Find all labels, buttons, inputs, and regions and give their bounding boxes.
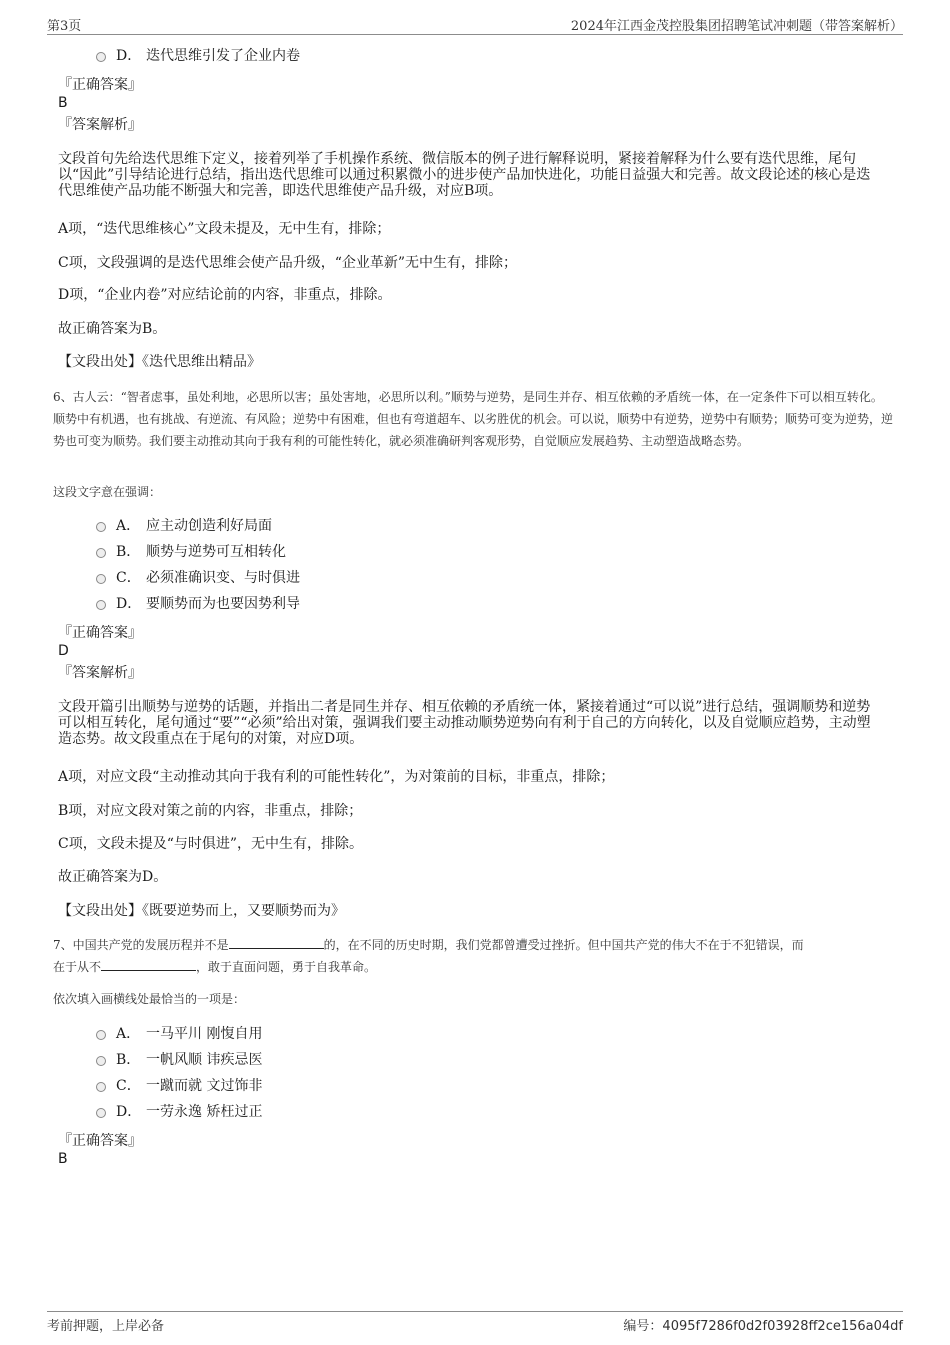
answer-label: 『正确答案』 (58, 1133, 142, 1149)
fill-blank-2 (101, 958, 196, 971)
fill-blank-1 (229, 936, 324, 949)
analysis-text: 文段首句先给迭代思维下定义，接着列举了手机操作系统、微信版本的例子进行解释说明，紧接着解释为什么要有迭代思维，尾句以“因此”引导结论进行总结，指出迭代思维可以通过积累微小的进步使产品加快进化，功能日益强大和完善。故文段论述的核心是迭代思维使产品功能不断强大和完善，即迭代思维使产品升级，对应B项。 (58, 151, 871, 199)
analysis-point-b: B项，对应文段对策之前的内容，非重点，排除； (58, 803, 363, 819)
conclusion: 故正确答案为B。 (58, 321, 167, 337)
radio-icon[interactable] (96, 600, 106, 610)
analysis-point-c: C项，文段强调的是迭代思维会使产品升级，“企业革新”无中生有，排除； (58, 255, 518, 271)
analysis-point-a: A项，对应文段“主动推动其向于我有利的可能性转化”，为对策前的目标，非重点，排除； (58, 769, 615, 785)
analysis-label: 『答案解析』 (58, 117, 142, 133)
answer-label: 『正确答案』 (58, 77, 142, 93)
q5-option-d[interactable]: D． 迭代思维引发了企业内卷 (96, 46, 300, 66)
radio-icon[interactable] (96, 52, 106, 62)
q6-option-a[interactable]: A． 应主动创造利好局面 (96, 516, 272, 536)
document-title: 2024年江西金茂控股集团招聘笔试冲刺题（带答案解析） (570, 19, 903, 34)
conclusion: 故正确答案为D。 (58, 869, 168, 885)
radio-icon[interactable] (96, 1082, 106, 1092)
page-header (47, 12, 903, 35)
analysis-point-d: D项，“企业内卷”对应结论前的内容，非重点，排除。 (58, 287, 392, 303)
analysis-label: 『答案解析』 (58, 665, 142, 681)
answer-value: B (58, 95, 68, 111)
q7-option-d[interactable]: D． 一劳永逸 矫枉过正 (96, 1102, 262, 1122)
radio-icon[interactable] (96, 1030, 106, 1040)
q6-option-d[interactable]: D． 要顺势而为也要因势利导 (96, 594, 300, 614)
radio-icon[interactable] (96, 574, 106, 584)
q7-option-c[interactable]: C． 一蹴而就 文过饰非 (96, 1076, 262, 1096)
radio-icon[interactable] (96, 1056, 106, 1066)
footer-slogan: 考前押题，上岸必备 (47, 1319, 165, 1334)
analysis-point-a: A项，“迭代思维核心”文段未提及，无中生有，排除； (58, 221, 391, 237)
question-stem: 7、中国共产党的发展历程并不是 的，在不同的历史时期，我们党都曾遭受过挫折。但中国共产党的伟大不在于不犯错误，而 在于从不 ，敢于直面问题，勇于自我革命。 (53, 938, 804, 974)
answer-value: B (58, 1151, 68, 1167)
q7-option-b[interactable]: B． 一帆风顺 讳疾忌医 (96, 1050, 262, 1070)
answer-value: D (58, 643, 69, 659)
analysis-text: 文段开篇引出顺势与逆势的话题，并指出二者是同生并存、相互依赖的矛盾统一体，紧接着通过“可以说”进行总结，强调顺势和逆势可以相互转化，尾句通过“要”“必须”给出对策，强调我们要主动推动顺势逆势向有利于自己的方向转化，以及自觉顺应趋势，主动塑造态势。故文段重点在于尾句的对策，对应D项。 (58, 699, 871, 747)
document-code: 编号：4095f7286f0d2f03928ff2ce156a04df (623, 1319, 903, 1334)
analysis-point-c: C项，文段未提及“与时俱进”，无中生有，排除。 (58, 836, 364, 852)
radio-icon[interactable] (96, 548, 106, 558)
radio-icon[interactable] (96, 1108, 106, 1118)
question-prompt: 这段文字意在强调： (53, 485, 162, 499)
radio-icon[interactable] (96, 522, 106, 532)
source: 【文段出处】《既要逆势而上，又要顺势而为》 (58, 903, 345, 919)
answer-label: 『正确答案』 (58, 625, 142, 641)
page-number: 第3页 (47, 19, 82, 34)
q6-option-c[interactable]: C． 必须准确识变、与时俱进 (96, 568, 300, 588)
question-stem: 6、古人云：“智者虑事，虽处利地，必思所以害；虽处害地，必思所以利。”顺势与逆势，是同生并存、相互依赖的矛盾统一体，在一定条件下可以相互转化。顺势中有机遇，也有挑战、有逆流、有风险；逆势中有困难，但也有弯道超车、以劣胜优的机会。可以说，顺势中有逆势，逆势中有顺势；顺势可变为逆势，逆势也可变为顺势。我们要主动推动其向于我有利的可能性转化，就必须准确研判客观形势，自觉顺应发展趋势、主动塑造战略态势。 (53, 390, 894, 448)
source: 【文段出处】《迭代思维出精品》 (58, 354, 261, 370)
question-prompt: 依次填入画横线处最恰当的一项是： (53, 992, 246, 1006)
q6-option-b[interactable]: B． 顺势与逆势可互相转化 (96, 542, 286, 562)
q7-option-a[interactable]: A． 一马平川 刚愎自用 (96, 1024, 262, 1044)
page-footer (47, 1311, 903, 1334)
